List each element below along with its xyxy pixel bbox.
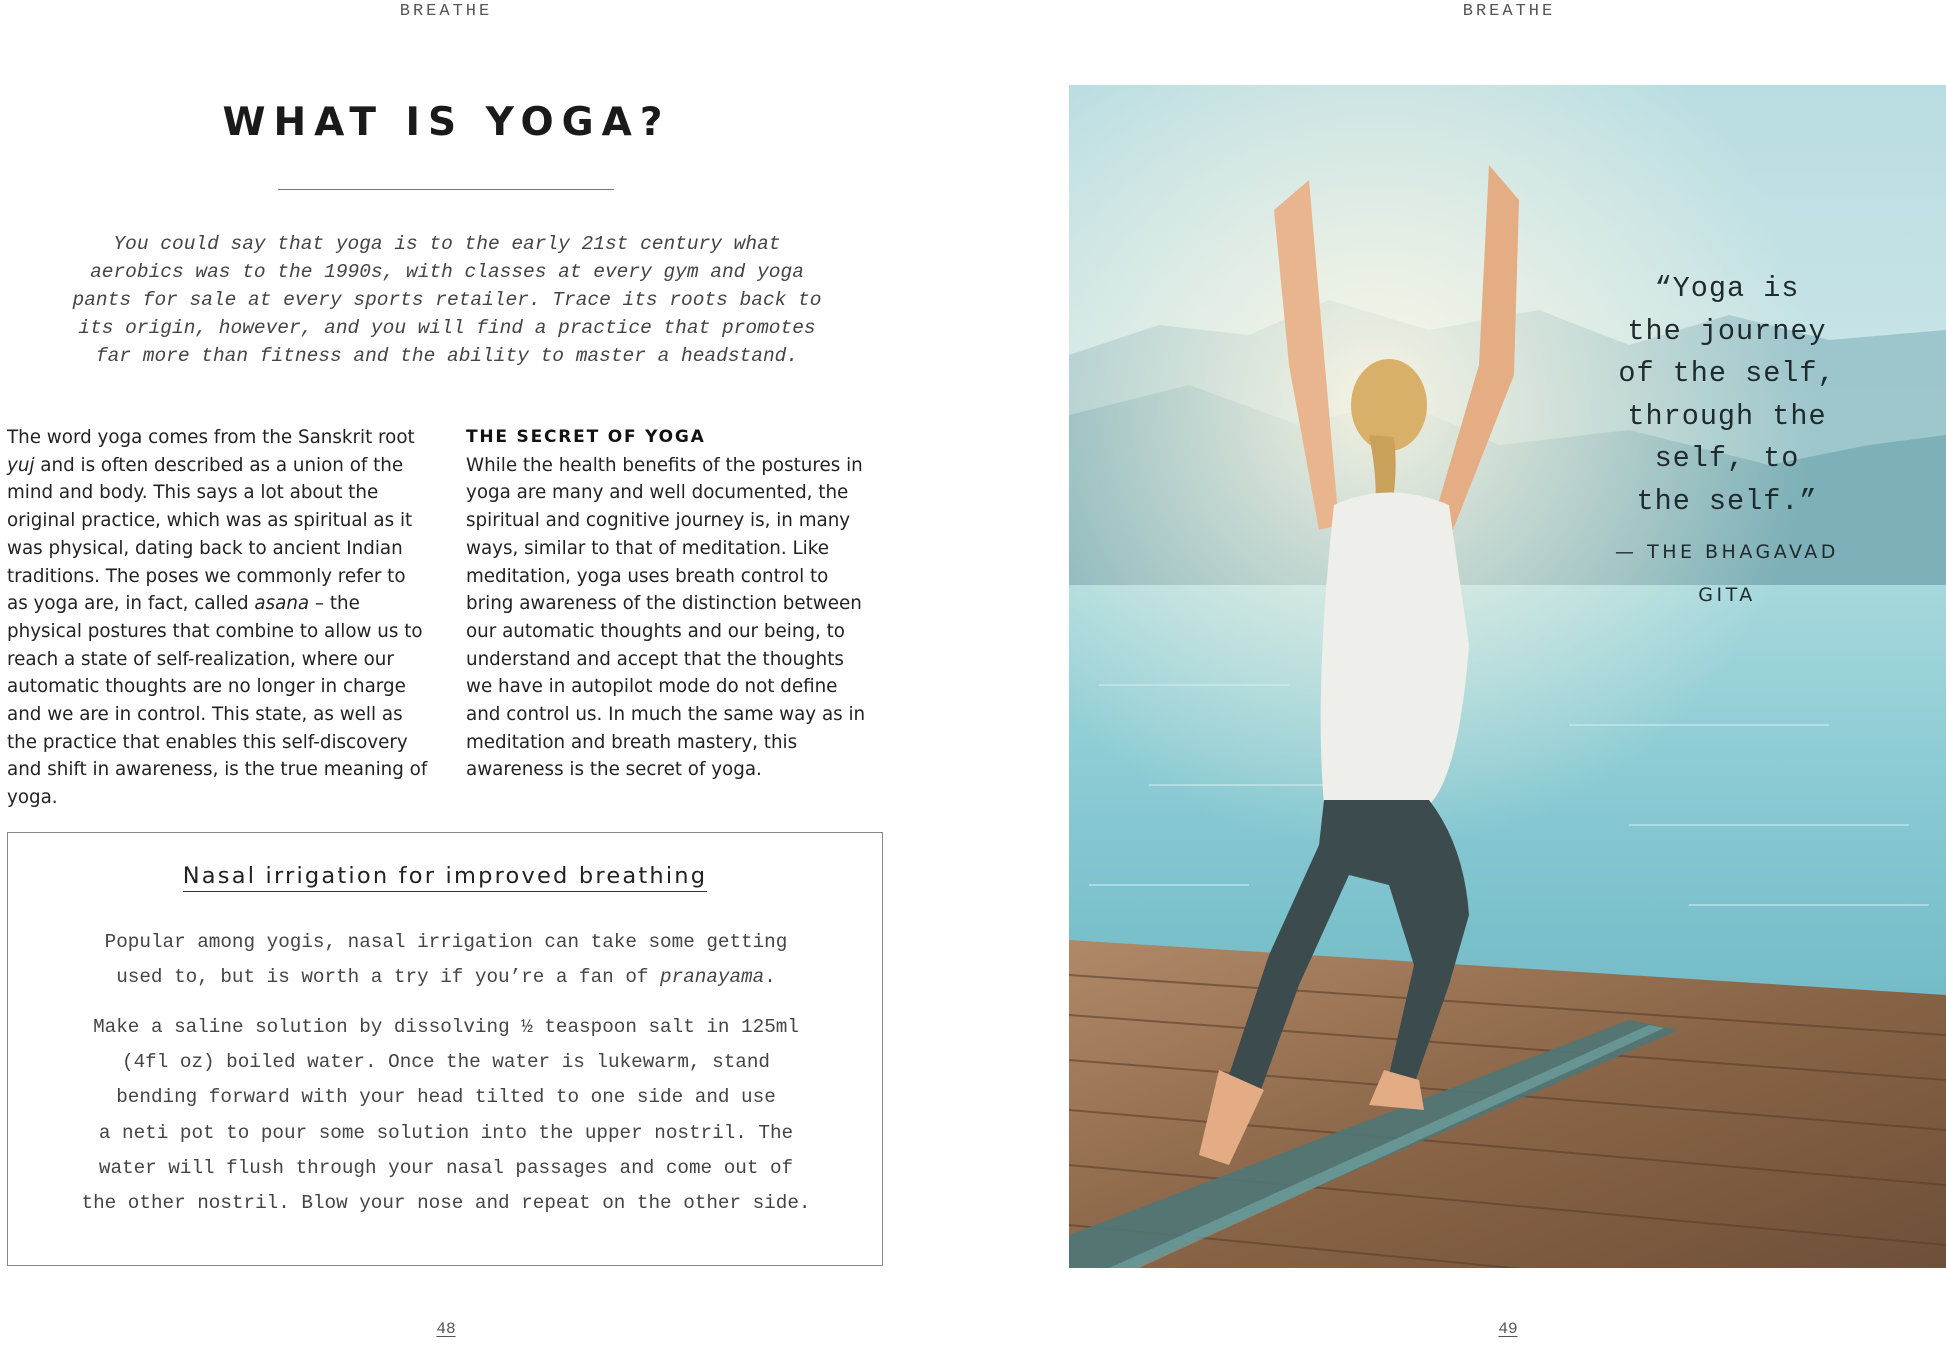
box-line: bending forward with your head tilted to one side and use [116, 1086, 776, 1109]
quote-line: of the self, [1618, 357, 1836, 390]
intro-line: aerobics was to the 1990s, with classes at every gym and yoga [90, 261, 804, 283]
quote-line: the journey [1627, 314, 1827, 348]
quote-line: self, to [1654, 442, 1800, 475]
box-line: (4fl oz) boiled water. Once the water is lukewarm, stand [122, 1051, 770, 1074]
box-line: water will flush through your nasal passages and come out of [98, 1156, 794, 1179]
photo-illustration [1069, 85, 1946, 1268]
attribution-line: GITA [1698, 584, 1756, 606]
intro-line: You could say that yoga is to the early 21st century what [113, 233, 781, 255]
running-head-left: BREATHE [399, 2, 493, 21]
box-emphasis: pranayama [660, 966, 765, 988]
running-head-right: BREATHE [1462, 2, 1556, 21]
yoga-photo-image [1069, 85, 1946, 1268]
box-title [8, 863, 882, 889]
box-line: Popular among yogis, nasal irrigation can take some getting [104, 931, 788, 953]
nasal-irrigation-box [7, 832, 883, 1266]
page-number-left: 48 [436, 1320, 456, 1338]
body-text: The word yoga comes from the Sanskrit root [7, 427, 415, 448]
box-line: the other nostril. Blow your nose and repeat on the other side. [81, 1192, 811, 1215]
attribution-line: — THE BHAGAVAD [1615, 541, 1839, 563]
box-line: a neti pot to pour some solution into the upper nostril. The [98, 1121, 794, 1144]
body-text: and is often described as a union of the mind and body. This says a lot about the original practice, which was as spiritual as it was physical, dating back to ancient Indian traditions. The poses we commonly refer to as yoga are, in fact, called [7, 454, 413, 615]
section-heading: THE SECRET OF YOGA [466, 427, 706, 447]
body-column-right [466, 424, 866, 784]
title-divider [278, 189, 614, 190]
box-paragraph-2 [48, 1010, 844, 1221]
body-emphasis: asana [254, 593, 310, 615]
quote-line: the self.” [1636, 484, 1818, 518]
tank-top [1321, 493, 1469, 806]
intro-line: pants for sale at every sports retailer. Trace its roots back to [72, 289, 822, 311]
quote-line: through the [1627, 399, 1827, 433]
body-text: – the physical postures that combine to allow us to reach a state of self-realization, where our automatic thoughts are no longer in charge and we are in control. This state, as well as the practice that enables this self-discovery and shift in awareness, is the true meaning of yoga. [7, 593, 428, 809]
box-paragraph-1 [48, 925, 844, 995]
page-title: WHAT IS YOGA? [222, 100, 671, 145]
intro-line: far more than fitness and the ability to master a headstand. [95, 345, 799, 367]
box-title-text: Nasal irrigation for improved breathing [183, 863, 707, 892]
body-column-left [7, 424, 432, 812]
box-line: Make a saline solution by dissolving ½ teaspoon salt in 125ml [93, 1016, 799, 1038]
body-emphasis: yuj [7, 454, 35, 476]
box-line: used to, but is worth a try if you’re a fan of [116, 966, 661, 988]
photo-quote [1582, 268, 1872, 523]
page-number-right: 49 [1498, 1320, 1518, 1338]
body-text: While the health benefits of the postures in yoga are many and well documented, the spiritual and cognitive journey is, in many ways, similar to that of meditation. Like meditation, yoga uses breath control to bring awareness of the distinction between our automatic thoughts and our being, to understand and accept that the thoughts we have in autopilot mode do not define and control us. In much the same way as in meditation and breath mastery, this awareness is the secret of yoga. [466, 454, 866, 781]
quote-line: “Yoga is [1654, 272, 1800, 305]
quote-attribution [1582, 531, 1872, 617]
intro-line: its origin, however, and you will find a practice that promotes [78, 317, 816, 339]
intro-paragraph [52, 230, 842, 370]
box-line-end: . [764, 966, 776, 988]
